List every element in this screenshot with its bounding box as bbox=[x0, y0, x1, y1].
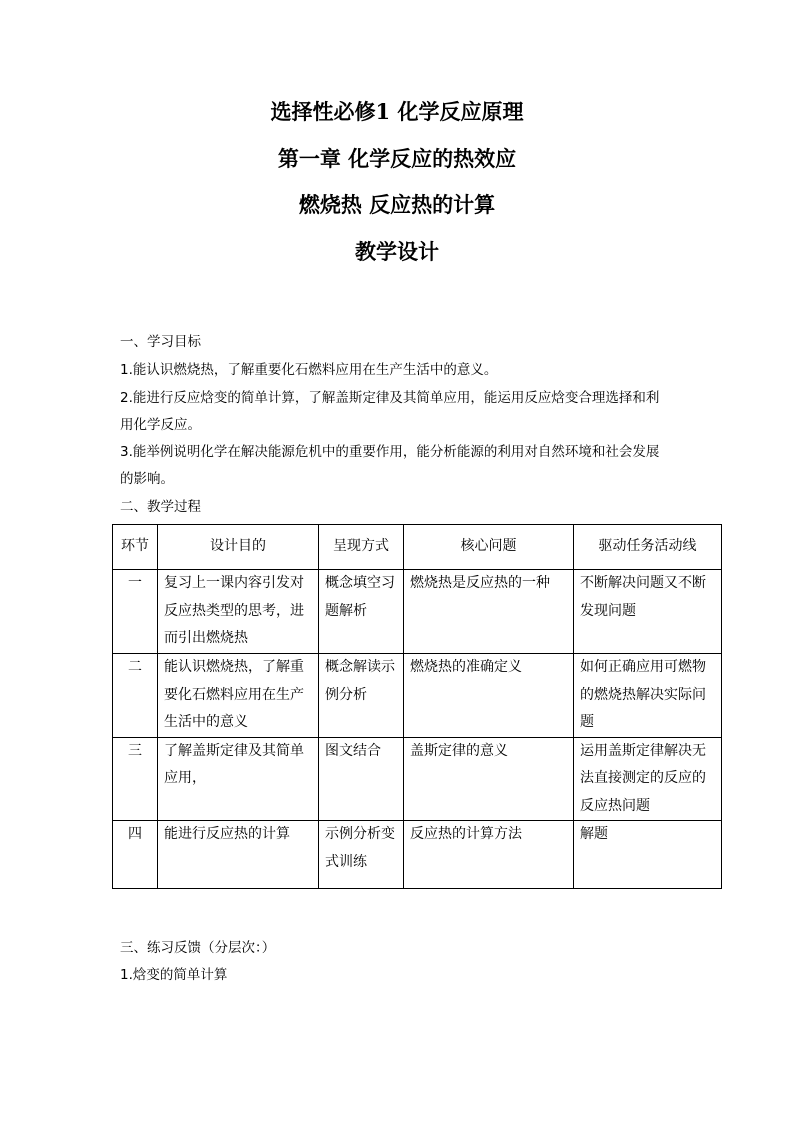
table-header-cell: 呈现方式 bbox=[319, 525, 404, 570]
title-chapter: 第一章 化学反应的热效应 bbox=[277, 146, 517, 171]
section-heading-process: 二、教学过程 bbox=[120, 499, 201, 515]
table-header-cell: 核心问题 bbox=[404, 525, 574, 570]
table-cell-task-line: 如何正确应用可燃物的燃烧热解决实际问题 bbox=[574, 654, 722, 738]
section-heading-objectives: 一、学习目标 bbox=[120, 334, 201, 350]
table-cell-method: 图文结合 bbox=[319, 737, 404, 821]
objective-line-2-cont: 用化学反应。 bbox=[120, 417, 201, 433]
table-cell-stage: 三 bbox=[113, 737, 158, 821]
table-header-cell: 设计目的 bbox=[158, 525, 319, 570]
table-row bbox=[113, 654, 722, 738]
table-cell-core-question: 盖斯定律的意义 bbox=[404, 737, 574, 821]
table-row bbox=[113, 570, 722, 654]
table-cell-core-question: 燃烧热的准确定义 bbox=[404, 654, 574, 738]
table-header-cell: 驱动任务活动线 bbox=[574, 525, 722, 570]
table-header-row bbox=[113, 525, 722, 570]
table-cell-task-line: 不断解决问题又不断发现问题 bbox=[574, 570, 722, 654]
table-cell-core-question: 燃烧热是反应热的一种 bbox=[404, 570, 574, 654]
table-cell-task-line: 运用盖斯定律解决无法直接测定的反应的反应热问题 bbox=[574, 737, 722, 821]
objective-line-1: 1.能认识燃烧热，了解重要化石燃料应用在生产生活中的意义。 bbox=[120, 362, 498, 378]
table-cell-stage: 一 bbox=[113, 570, 158, 654]
objective-line-2: 2.能进行反应焓变的简单计算，了解盖斯定律及其简单应用，能运用反应焓变合理选择和利 bbox=[120, 390, 660, 406]
table-header-cell: 环节 bbox=[113, 525, 158, 570]
table-cell-method: 概念填空习题解析 bbox=[319, 570, 404, 654]
table-row bbox=[113, 821, 722, 889]
section-heading-practice: 三、练习反馈（分层次：） bbox=[120, 940, 276, 956]
table-cell-method: 示例分析变式训练 bbox=[319, 821, 404, 889]
title-doc-type: 教学设计 bbox=[355, 239, 439, 264]
table-cell-purpose: 能进行反应热的计算 bbox=[158, 821, 319, 889]
title-course: 选择性必修1 化学反应原理 bbox=[270, 99, 524, 124]
table-cell-purpose: 能认识燃烧热，了解重要化石燃料应用在生产生活中的意义 bbox=[158, 654, 319, 738]
table-cell-method: 概念解读示例分析 bbox=[319, 654, 404, 738]
table-row bbox=[113, 737, 722, 821]
practice-line-1: 1.焓变的简单计算 bbox=[120, 967, 228, 983]
table-cell-task-line: 解题 bbox=[574, 821, 722, 889]
table-cell-stage: 二 bbox=[113, 654, 158, 738]
table-cell-purpose: 了解盖斯定律及其简单应用， bbox=[158, 737, 319, 821]
objective-line-3-cont: 的影响。 bbox=[120, 471, 174, 487]
title-lesson: 燃烧热 反应热的计算 bbox=[298, 192, 496, 217]
teaching-process-table bbox=[112, 524, 722, 889]
table-cell-purpose: 复习上一课内容引发对反应热类型的思考，进而引出燃烧热 bbox=[158, 570, 319, 654]
table-cell-core-question: 反应热的计算方法 bbox=[404, 821, 574, 889]
objective-line-3: 3.能举例说明化学在解决能源危机中的重要作用，能分析能源的利用对自然环境和社会发展 bbox=[120, 444, 660, 460]
table-cell-stage: 四 bbox=[113, 821, 158, 889]
